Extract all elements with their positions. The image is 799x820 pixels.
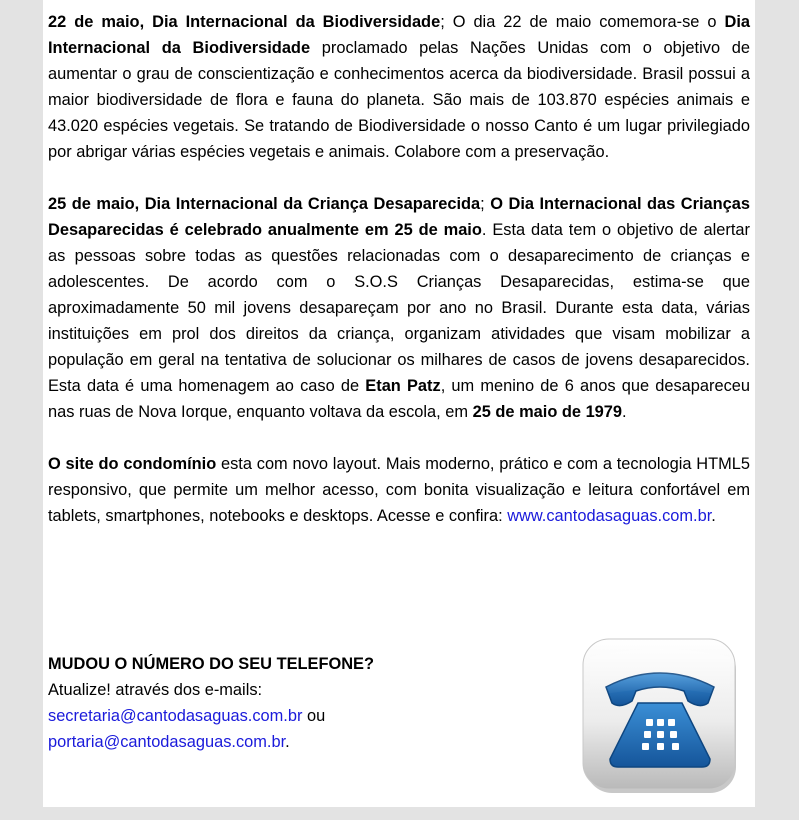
children-date: 25 de maio de 1979 xyxy=(472,403,623,421)
email-end: . xyxy=(285,733,290,751)
email-line-2 xyxy=(48,729,568,755)
children-highlight: O Dia Internacional das Crianças Desaparecidas é celebrado anualmente em 25 de maio xyxy=(48,195,751,239)
site-end: . xyxy=(711,507,716,525)
site-paragraph xyxy=(48,451,750,529)
biodiversity-separator: ; O dia 22 de maio comemora-se o xyxy=(440,13,725,31)
telephone-icon xyxy=(580,637,740,797)
site-text: esta com novo layout. Mais moderno, prático e com a tecnologia HTML5 responsivo, que permite um melhor acesso, com bonita visualização e leitura confortável em tablets, smartphones, notebooks e desktops. Acesse e confira: xyxy=(48,455,750,525)
children-name: Etan Patz xyxy=(365,377,441,395)
site-link[interactable]: www.cantodasaguas.com.br xyxy=(507,507,712,525)
children-text-1: . Esta data tem o objetivo de alertar as pessoas sobre todas as questões relacionadas com o desaparecimento de crianças e adolescentes. De acordo com o S.O.S Crianças Desaparecidas, estima-se que aproximadamente 50 mil jovens desapareçam por ano no Brasil. Durante esta data, várias instituições em prol dos direitos da criança, organizam atividades que visam mobilizar a população em geral na tentativa de solucionar os milhares de casos de jovens desaparecidos. Esta data é uma homenagem ao caso de xyxy=(48,221,750,395)
newsletter-content xyxy=(48,9,750,529)
phone-update-block xyxy=(48,651,568,755)
biodiversity-text: proclamado pelas Nações Unidas com o objetivo de aumentar o grau de conscientização e conhecimentos acerca da biodiversidade. Brasil possui a maior biodiversidade de flora e fauna do planeta. São mais de 103.870 espécies animais e 43.020 espécies vegetais. Se tratando de Biodiversidade o nosso Canto é um lugar privilegiado por abrigar várias espécies vegetais e animais. Colabore com a preservação. xyxy=(48,39,750,161)
children-separator: ; xyxy=(480,195,491,213)
children-paragraph xyxy=(48,191,750,425)
children-text-2: , um menino de 6 anos que desapareceu nas ruas de Nova Iorque, enquanto voltava da escola, em xyxy=(48,377,751,421)
email-or: ou xyxy=(302,707,326,725)
phone-heading: MUDOU O NÚMERO DO SEU TELEFONE? xyxy=(48,655,374,673)
biodiversity-highlight: Dia Internacional da Biodiversidade xyxy=(48,13,751,57)
site-title: O site do condomínio xyxy=(48,455,217,473)
children-title: 25 de maio, Dia Internacional da Criança Desaparecida xyxy=(48,195,481,213)
portaria-email-link[interactable]: portaria@cantodasaguas.com.br xyxy=(48,733,286,751)
secretaria-email-link[interactable]: secretaria@cantodasaguas.com.br xyxy=(48,707,303,725)
newsletter-page xyxy=(43,0,755,807)
phone-instruction: Atualize! através dos e-mails: xyxy=(48,681,263,699)
children-end: . xyxy=(622,403,627,421)
email-line-1 xyxy=(48,703,568,729)
biodiversity-paragraph xyxy=(48,9,750,165)
biodiversity-title: 22 de maio, Dia Internacional da Biodiversidade xyxy=(48,13,441,31)
